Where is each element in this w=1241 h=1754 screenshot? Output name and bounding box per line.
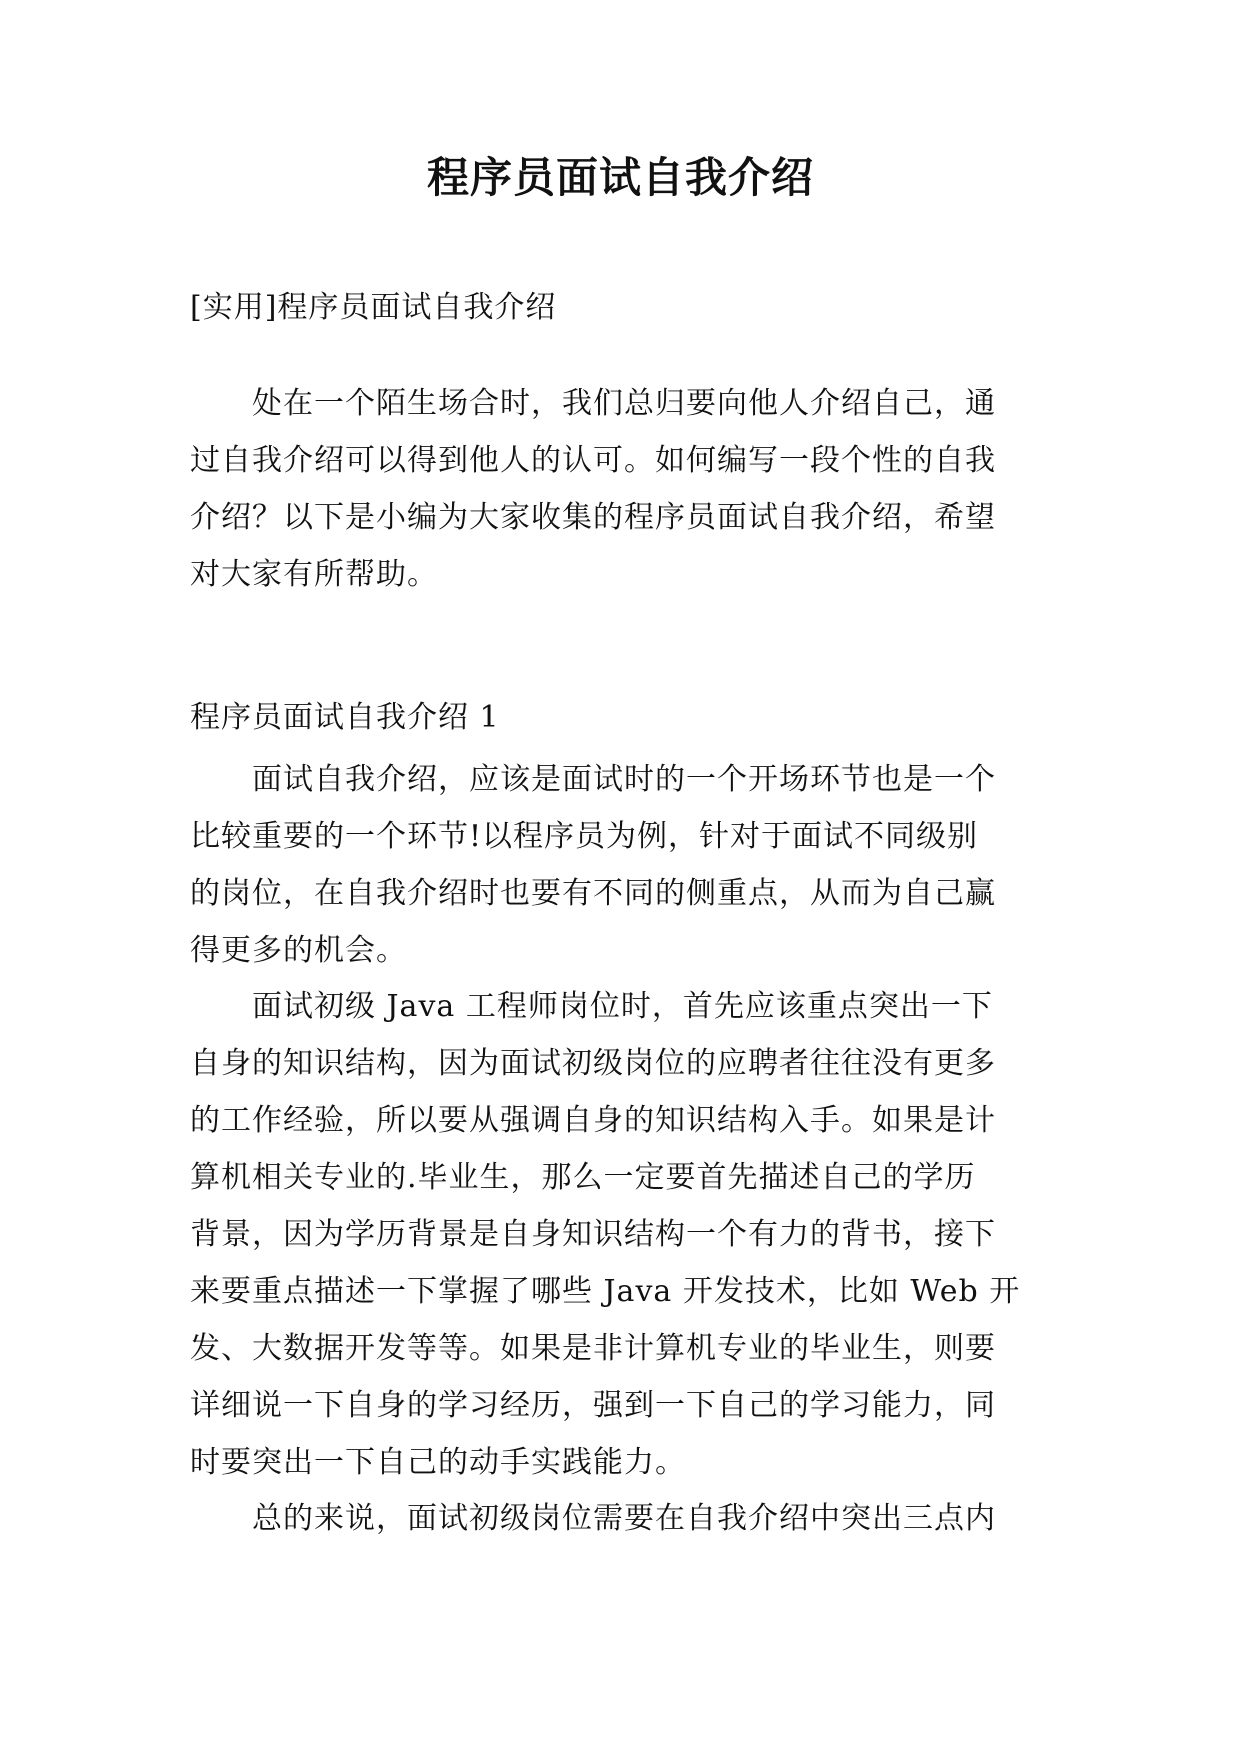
document-title: 程序员面试自我介绍 <box>426 153 814 202</box>
paragraph-2 <box>190 978 1050 1491</box>
paragraph-line: 的岗位，在自我介绍时也要有不同的侧重点，从而为自己赢 <box>190 876 996 911</box>
intro-line: 过自我介绍可以得到他人的认可。如何编写一段个性的自我 <box>190 443 996 478</box>
intro-line: 对大家有所帮助。 <box>190 557 438 592</box>
paragraph-line: 背景，因为学历背景是自身知识结构一个有力的背书，接下 <box>190 1217 996 1252</box>
document-subtitle: [实用]程序员面试自我介绍 <box>190 290 557 325</box>
paragraph-line: 来要重点描述一下掌握了哪些 Java 开发技术，比如 Web 开 <box>190 1274 1021 1309</box>
intro-line: 处在一个陌生场合时，我们总归要向他人介绍自己，通 <box>190 386 996 421</box>
paragraph-1 <box>190 751 1050 979</box>
paragraph-3 <box>190 1490 1050 1547</box>
paragraph-line: 详细说一下自身的学习经历，强到一下自己的学习能力，同 <box>190 1388 996 1423</box>
intro-paragraph <box>190 375 1050 603</box>
paragraph-line: 总的来说，面试初级岗位需要在自我介绍中突出三点内 <box>190 1501 996 1536</box>
paragraph-line: 面试初级 Java 工程师岗位时，首先应该重点突出一下 <box>190 989 993 1024</box>
paragraph-line: 算机相关专业的.毕业生，那么一定要首先描述自己的学历 <box>190 1160 976 1195</box>
section-heading: 程序员面试自我介绍 1 <box>190 700 500 735</box>
paragraph-line: 比较重要的一个环节!以程序员为例，针对于面试不同级别 <box>190 819 979 854</box>
paragraph-line: 的工作经验，所以要从强调自身的知识结构入手。如果是计 <box>190 1103 996 1138</box>
paragraph-line: 自身的知识结构，因为面试初级岗位的应聘者往往没有更多 <box>190 1046 996 1081</box>
paragraph-line: 面试自我介绍，应该是面试时的一个开场环节也是一个 <box>190 762 996 797</box>
paragraph-line: 发、大数据开发等等。如果是非计算机专业的毕业生，则要 <box>190 1331 996 1366</box>
paragraph-line: 时要突出一下自己的动手实践能力。 <box>190 1445 686 1480</box>
intro-line: 介绍？以下是小编为大家收集的程序员面试自我介绍，希望 <box>190 500 996 535</box>
paragraph-line: 得更多的机会。 <box>190 933 407 968</box>
